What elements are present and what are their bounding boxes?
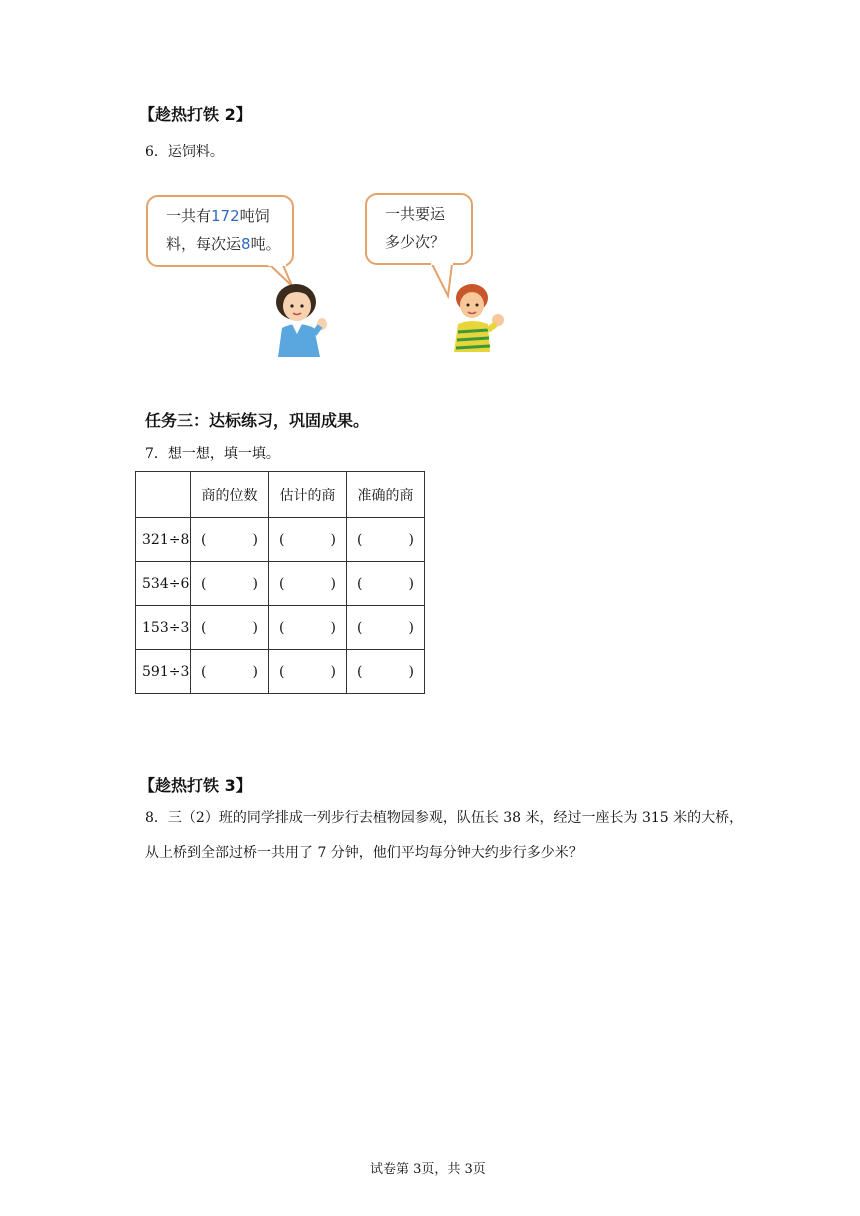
paren-close: ) [408,531,414,548]
bubble-text: 料，每次运 [166,235,242,253]
section-heading-3: 【趁热打铁 3】 [139,776,252,795]
paren-open: ( [357,619,363,636]
answer-blank[interactable] [191,606,269,650]
table-expression-cell: 534÷6 [136,562,191,606]
paren-open: ( [279,619,285,636]
answer-blank[interactable] [347,650,425,694]
table-row [136,650,425,694]
speech-bubble-girl [146,195,294,267]
table-expression-cell: 153÷3 [136,606,191,650]
paren-close: ) [252,575,258,592]
answer-blank[interactable] [269,518,347,562]
paren-open: ( [279,575,285,592]
bubble-girl-line2 [166,230,292,258]
answer-blank[interactable] [269,650,347,694]
paren-open: ( [279,663,285,680]
paren-open: ( [357,575,363,592]
bubble-girl-line1 [166,202,292,230]
question-8: 8．三（2）班的同学排成一列步行去植物园参观，队伍长 38 米，经过一座长为 315 米的大桥，从上桥到全部过桥一共用了 7 分钟，他们平均每分钟大约步行多少米？ [145,810,744,861]
boy-illustration [420,260,510,355]
bubble-boy-line1: 一共要运 [385,205,446,223]
girl-illustration [250,262,350,357]
paren-close: ) [330,663,336,680]
paren-open: ( [279,531,285,548]
paren-close: ) [408,619,414,636]
table-header-cell: 商的位数 [191,472,269,518]
section-heading-task3: 任务三：达标练习，巩固成果。 [145,411,370,430]
paren-close: ) [408,663,414,680]
paren-open: ( [201,575,207,592]
table-row [136,518,425,562]
table-row [136,562,425,606]
paren-open: ( [357,663,363,680]
bubble-text: 一共有 [166,207,212,225]
bubble-text: 吨。 [250,235,281,253]
page-footer: 试卷第 3页，共 3页 [370,1162,486,1177]
paren-close: ) [330,619,336,636]
paren-open: ( [201,531,207,548]
bubble-boy-line2: 多少次？ [385,233,446,251]
bubble-text: 吨饲 [239,207,270,225]
paren-close: ) [330,575,336,592]
answer-blank[interactable] [269,562,347,606]
answer-blank[interactable] [347,518,425,562]
bubble-number: 172 [211,207,240,225]
question-6: 6．运饲料。 [145,144,224,160]
answer-blank[interactable] [191,562,269,606]
answer-blank[interactable] [269,606,347,650]
paren-close: ) [408,575,414,592]
question-7: 7．想一想，填一填。 [145,446,280,462]
paren-close: ) [252,531,258,548]
paren-open: ( [201,619,207,636]
table-row [136,606,425,650]
paren-close: ) [330,531,336,548]
table-expression-cell: 321÷8 [136,518,191,562]
answer-blank[interactable] [191,518,269,562]
table-header-cell: 估计的商 [269,472,347,518]
answer-blank[interactable] [191,650,269,694]
speech-bubble-boy [365,193,473,265]
table-header-row [136,472,425,518]
table-expression-cell: 591÷3 [136,650,191,694]
answer-blank[interactable] [347,562,425,606]
table-header-cell [136,472,191,518]
table-header-cell: 准确的商 [347,472,425,518]
paren-open: ( [357,531,363,548]
bubble-number: 8 [241,235,251,253]
answer-blank[interactable] [347,606,425,650]
fill-in-table [135,471,425,694]
paren-open: ( [201,663,207,680]
paren-close: ) [252,663,258,680]
paren-close: ) [252,619,258,636]
section-heading-2: 【趁热打铁 2】 [139,105,252,124]
